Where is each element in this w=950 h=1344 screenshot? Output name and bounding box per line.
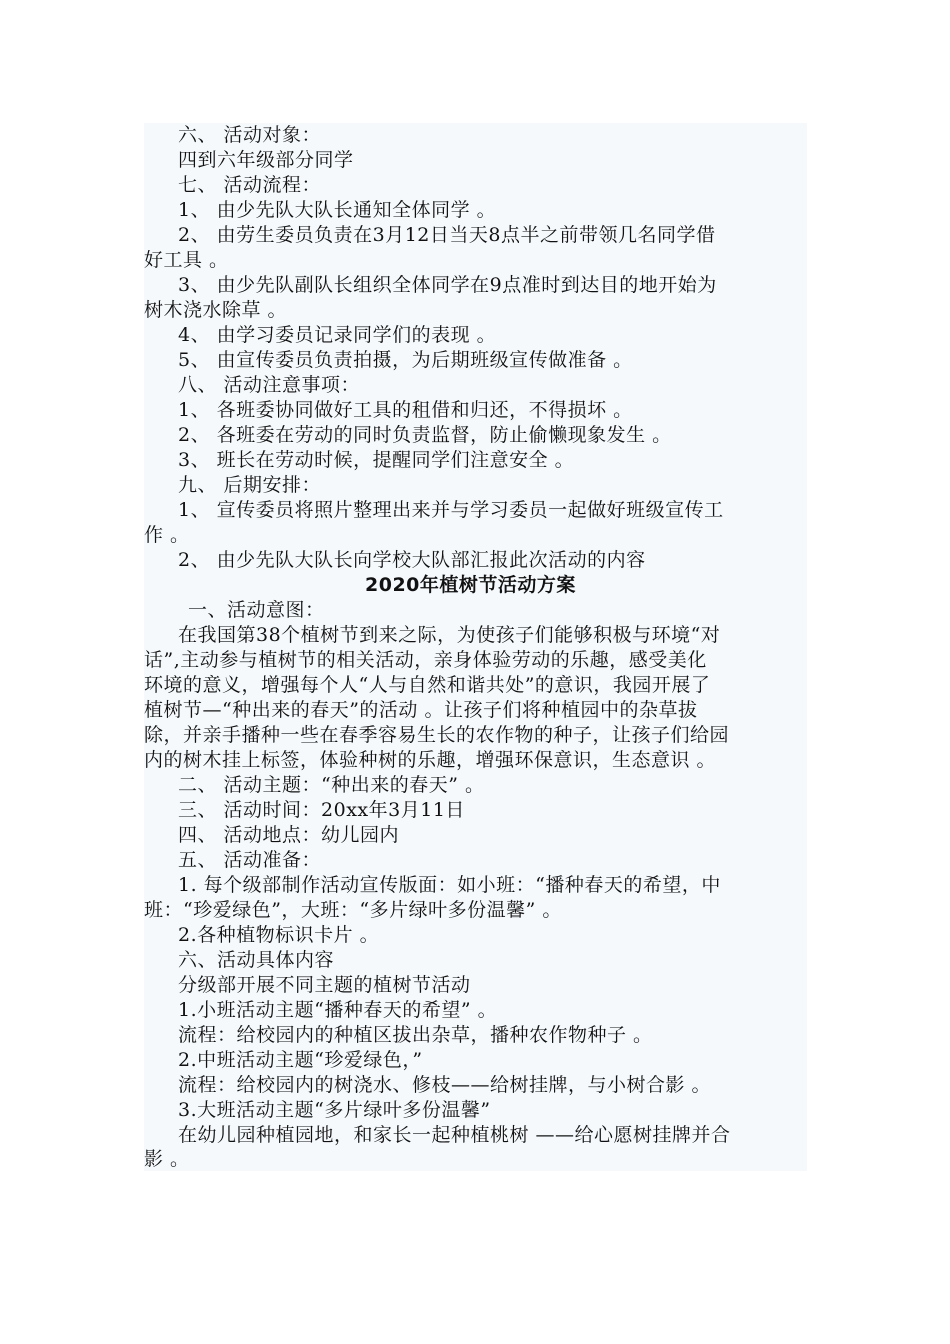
section-title: 2020年植树节活动方案	[365, 574, 576, 596]
text-line: 1.小班活动主题“播种春天的希望” 。	[178, 999, 498, 1021]
text-line: 1、 由少先队大队长通知全体同学 。	[178, 199, 497, 221]
text-line: 三、 活动时间：20xx年3月11日	[178, 799, 465, 821]
text-line: 流程：给校园内的种植区拔出杂草，播种农作物种子 。	[178, 1024, 653, 1046]
text-line: 一、活动意图：	[188, 599, 325, 621]
document-body	[144, 123, 807, 1171]
text-line: 在我国第38个植树节到来之际，为使孩子们能够积极与环境“对	[178, 624, 721, 646]
text-line: 3.大班活动主题“多片绿叶多份温馨”	[178, 1099, 491, 1121]
text-line: 3、 由少先队副队长组织全体同学在9点准时到达目的地开始为	[178, 274, 717, 296]
text-line: 1、 各班委协同做好工具的租借和归还，不得损坏 。	[178, 399, 633, 421]
text-line: 在幼儿园种植园地，和家长一起种植桃树 ——给心愿树挂牌并合	[178, 1124, 731, 1146]
text-line: 六、活动具体内容	[178, 949, 335, 971]
text-line: 2、 由少先队大队长向学校大队部汇报此次活动的内容	[178, 549, 646, 571]
text-line: 2、 由劳生委员负责在3月12日当天8点半之前带领几名同学借	[178, 224, 716, 246]
text-line: 影 。	[144, 1148, 190, 1170]
text-line: 五、 活动准备：	[178, 849, 322, 871]
text-line: 植树节—“种出来的春天”的活动 。让孩子们将种植园中的杂草拔	[144, 699, 698, 721]
text-line: 作 。	[144, 524, 190, 546]
text-line: 2、 各班委在劳动的同时负责监督，防止偷懒现象发生 。	[178, 424, 672, 446]
text-line: 3、 班长在劳动时候，提醒同学们注意安全 。	[178, 449, 575, 471]
text-line: 四到六年级部分同学	[178, 149, 354, 171]
text-line: 2.中班活动主题“珍爱绿色，”	[178, 1049, 423, 1071]
text-line: 流程：给校园内的树浇水、修枝——给树挂牌，与小树合影 。	[178, 1074, 712, 1096]
text-line: 4、 由学习委员记录同学们的表现 。	[178, 324, 497, 346]
text-line: 八、 活动注意事项：	[178, 374, 361, 396]
text-line: 二、 活动主题：“种出来的春天” 。	[178, 774, 485, 796]
text-line: 2.各种植物标识卡片 。	[178, 924, 380, 946]
text-line: 1、 宣传委员将照片整理出来并与学习委员一起做好班级宣传工	[178, 499, 724, 521]
text-line: 四、 活动地点：幼儿园内	[178, 824, 400, 846]
text-line: 除，并亲手播种一些在春季容易生长的农作物的种子，让孩子们给园	[144, 724, 730, 746]
text-line: 分级部开展不同主题的植树节活动	[178, 974, 471, 996]
text-line: 六、 活动对象：	[178, 124, 322, 146]
text-line: 1. 每个级部制作活动宣传版面：如小班：“播种春天的希望，中	[178, 874, 721, 896]
text-line: 七、 活动流程：	[178, 174, 322, 196]
text-line: 内的树木挂上标签，体验种树的乐趣，增强环保意识，生态意识 。	[144, 749, 717, 771]
text-line: 好工具 。	[144, 249, 229, 271]
text-line: 九、 后期安排：	[178, 474, 322, 496]
text-line: 话”,主动参与植树节的相关活动，亲身体验劳动的乐趣，感受美化	[144, 649, 707, 671]
text-line: 树木浇水除草 。	[144, 299, 288, 321]
text-line: 班：“珍爱绿色”，大班：“多片绿叶多份温馨” 。	[144, 899, 562, 921]
text-line: 环境的意义，增强每个人“人与自然和谐共处”的意识，我园开展了	[144, 674, 711, 696]
text-line: 5、 由宣传委员负责拍摄，为后期班级宣传做准备 。	[178, 349, 633, 371]
